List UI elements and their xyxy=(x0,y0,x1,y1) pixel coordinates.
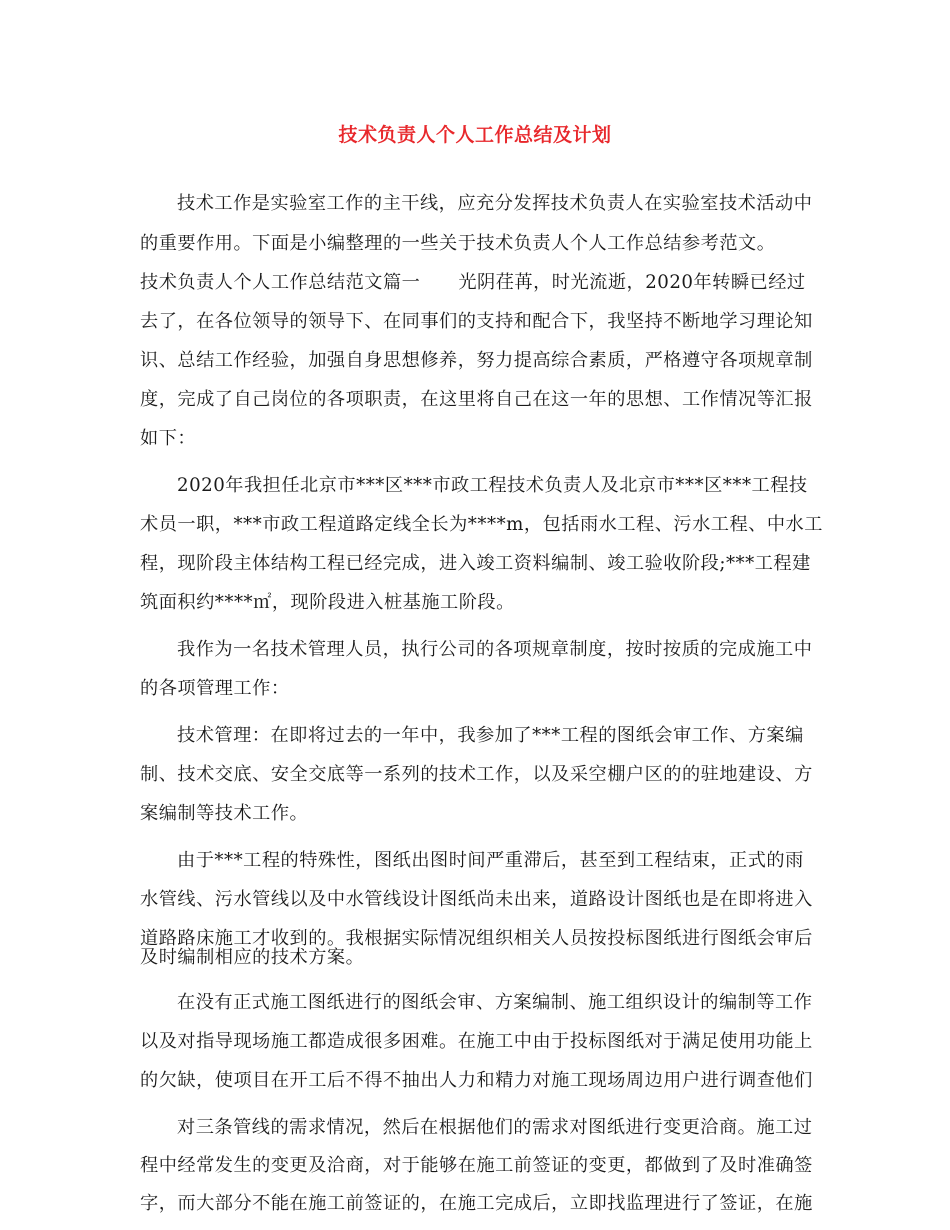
text-line: 如下： xyxy=(140,428,197,449)
text-line: 以及对指导现场施工都造成很多困难。在施工中由于投标图纸对于满足使用功能上 xyxy=(140,1031,813,1052)
document-title: 技术负责人个人工作总结及计划 xyxy=(338,124,612,146)
text-line: 筑面积约****㎡，现阶段进入桩基施工阶段。 xyxy=(140,592,515,613)
text-line: 技术工作是实验室工作的主干线，应充分发挥技术负责人在实验室技术活动中 xyxy=(177,193,813,214)
text-line: 道路路床施工才收到的。我根据实际情况组织相关人员按投标图纸进行图纸会审后 xyxy=(140,928,813,949)
text-line: 制、技术交底、安全交底等一系列的技术工作，以及采空棚户区的的驻地建设、方 xyxy=(140,764,813,785)
text-line: 去了，在各位领导的领导下、在同事们的支持和配合下，我坚持不断地学习理论知 xyxy=(140,311,813,332)
text-line: 对三条管线的需求情况，然后在根据他们的需求对图纸进行变更洽商。施工过 xyxy=(177,1117,813,1138)
text-line xyxy=(140,263,830,303)
text-line: 程中经常发生的变更及洽商，对于能够在施工前签证的变更，都做到了及时准确签 xyxy=(140,1155,813,1176)
text-line: 的各项管理工作： xyxy=(140,678,290,699)
text-line: 识、总结工作经验，加强自身思想修养，努力提高综合素质，严格遵守各项规章制 xyxy=(140,350,813,371)
section-heading: 技术负责人个人工作总结范文篇一 xyxy=(140,272,421,293)
text-segment: 光阴荏苒，时光流逝，2020年转瞬已经过 xyxy=(458,272,806,293)
text-line: 度，完成了自己岗位的各项职责，在这里将自己在这一年的思想、工作情况等汇报 xyxy=(140,389,813,410)
text-line: 2020年我担任北京市***区***市政工程技术负责人及北京市***区***工程技 xyxy=(177,475,808,496)
text-line: 技术管理：在即将过去的一年中，我参加了***工程的图纸会审工作、方案编 xyxy=(177,725,804,746)
text-line: 及时编制相应的技术方案。 xyxy=(140,947,365,968)
text-line: 由于***工程的特殊性，图纸出图时间严重滞后，甚至到工程结束，正式的雨 xyxy=(177,850,804,871)
text-line: 的重要作用。下面是小编整理的一些关于技术负责人个人工作总结参考范文。 xyxy=(140,233,776,254)
text-line: 我作为一名技术管理人员，执行公司的各项规章制度，按时按质的完成施工中 xyxy=(177,639,813,660)
text-line: 的欠缺，使项目在开工后不得不抽出人力和精力对施工现场周边用户进行调查他们 xyxy=(140,1070,813,1091)
text-line: 案编制等技术工作。 xyxy=(140,803,309,824)
text-line: 术员一职，***市政工程道路定线全长为****m，包括雨水工程、污水工程、中水工 xyxy=(140,514,823,535)
text-line: 字，而大部分不能在施工前签证的，在施工完成后，立即找监理进行了签证，在施 xyxy=(140,1193,813,1214)
text-line: 程，现阶段主体结构工程已经完成，进入竣工资料编制、竣工验收阶段;***工程建 xyxy=(140,553,811,574)
text-line: 在没有正式施工图纸进行的图纸会审、方案编制、施工组织设计的编制等工作 xyxy=(177,992,813,1013)
text-line: 水管线、污水管线以及中水管线设计图纸尚未出来，道路设计图纸也是在即将进入 xyxy=(140,889,813,910)
